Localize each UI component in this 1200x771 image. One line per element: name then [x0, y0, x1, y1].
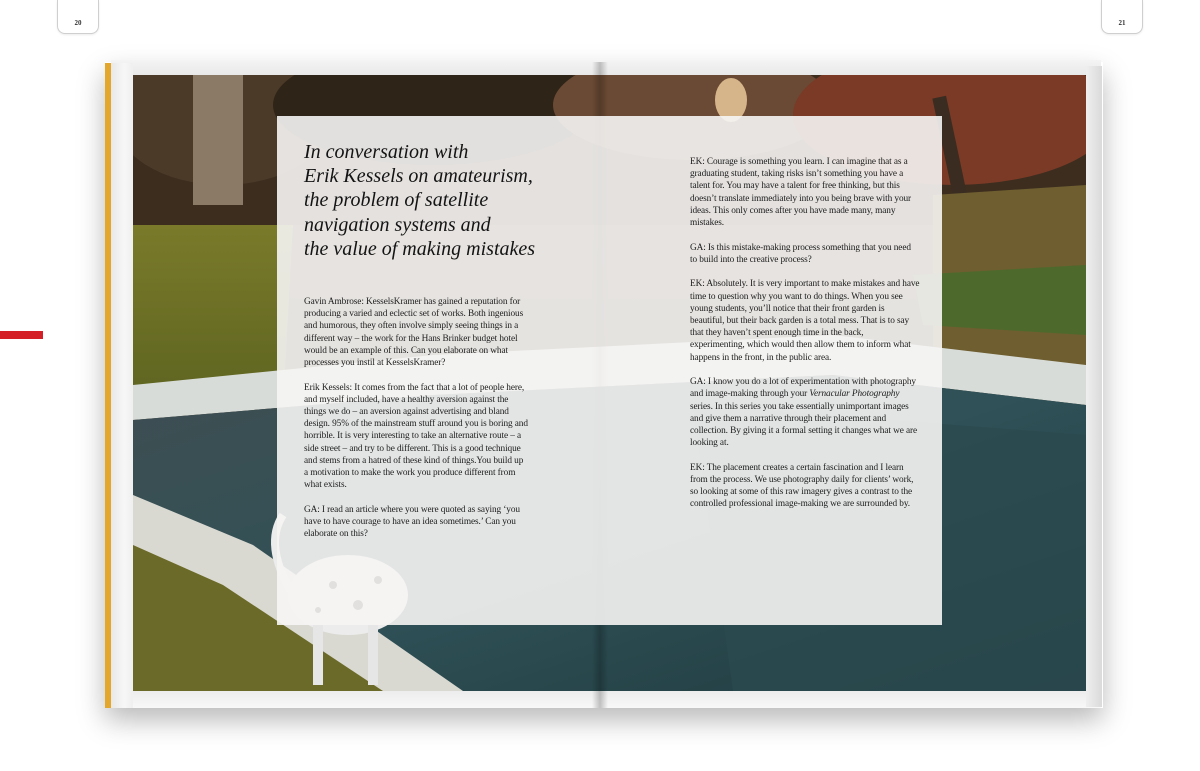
- page-edge-right: [1086, 66, 1102, 707]
- page-edge-left: [111, 63, 133, 708]
- accent-marker: [0, 331, 43, 339]
- interview-paragraph: Erik Kessels: It comes from the fact that a lot of people here, and myself included, have a healthy aversion against the things we do – an aversion against advertising and bland design. 95% of the mainstream stuff around you is boring and horrible. It is very interesting to take an alternative route – a side street – and try to be different. This is a good technique and stems from a hatred of these kind of things.You build up a motivation to make the work you produce different from what exists.: [304, 382, 528, 491]
- title-line: the value of making mistakes: [304, 237, 536, 260]
- page-number-left: 20: [57, 0, 99, 34]
- title-line: navigation systems and: [304, 213, 491, 236]
- interview-paragraph: EK: Courage is something you learn. I can imagine that as a graduating student, taking risks isn’t something you have a talent for. You may have a talent for free thinking, but this doesn’t translate immediately into you being brave with your ideas. This only comes after you have made many, many mistakes.: [690, 157, 912, 229]
- paragraph-text: GA: I know you do a lot of experimentation with photography and image-making through your: [690, 377, 916, 400]
- interview-paragraph: GA: Is this mistake-making process something that you need to build into the creative process?: [690, 242, 911, 265]
- article-title: [304, 140, 584, 261]
- interview-paragraph: [690, 376, 920, 449]
- interview-column-left: [304, 296, 528, 553]
- interview-paragraph: EK: The placement creates a certain fascination and I learn from the process. We use photography daily for clients’ work, so looking at some of this raw imagery gives a contrast to the controlled professional image-making we are surrounded by.: [690, 462, 914, 510]
- interview-paragraph: GA: I read an article where you were quoted as saying ‘you have to have courage to have an idea sometimes.’ Can you elaborate on this?: [304, 504, 520, 540]
- spine-binding: [105, 63, 111, 708]
- interview-paragraph: Gavin Ambrose: KesselsKramer has gained a reputation for producing a varied and eclectic set of works. Both ingenious and humorous, they often involve simply seeing things in a different way – the work for the Hans Brinker budget hotel would be an example of this. Can you elaborate on what processes you instil at KesselsKramer?: [304, 297, 524, 369]
- page-number-right: 21: [1101, 0, 1143, 34]
- title-line: Erik Kessels on amateurism,: [304, 165, 533, 188]
- interview-column-right: [690, 156, 920, 523]
- series-title: Vernacular Photography: [809, 389, 900, 400]
- title-line: the problem of satellite: [304, 189, 489, 212]
- paragraph-text: series. In this series you take essentially unimportant images and give them a narrative through their placement and collection. By giving it a formal setting it changes what we are looking at.: [690, 401, 917, 449]
- interview-paragraph: EK: Absolutely. It is very important to make mistakes and have time to question why you want to do things. When you see young students, you’ll notice that their front garden is beautiful, but their back garden is a total mess. That is to say that they haven’t spent enough time in the back, experimenting, which would then allow them to inform what happens in the front, in the public area.: [690, 279, 920, 363]
- title-line: In conversation with: [304, 141, 469, 163]
